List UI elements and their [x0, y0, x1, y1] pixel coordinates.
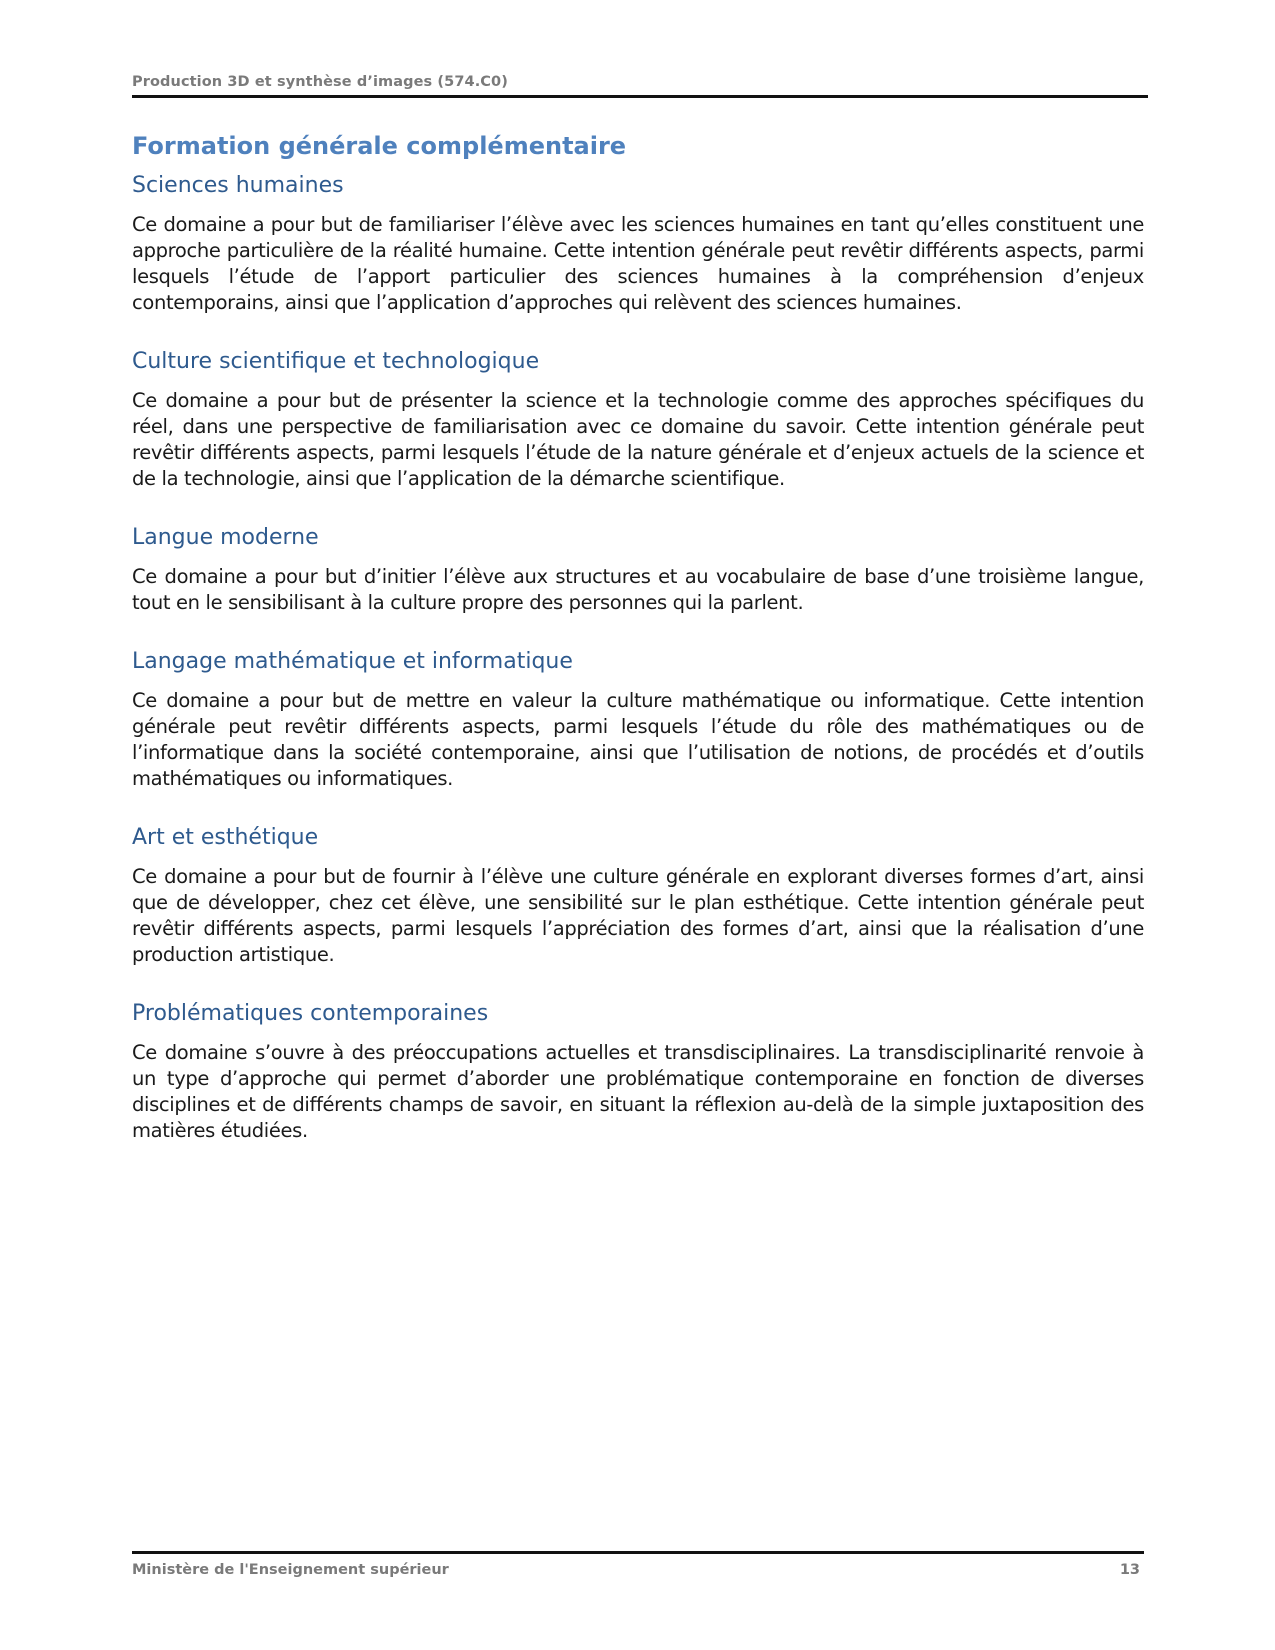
section-paragraph: Ce domaine a pour but de présenter la science et la technologie comme des approches spécifiques du réel, dans une perspective de familiarisation avec ce domaine du savoir. Cette intention générale peut revêtir différents aspects, parmi lesquels l’étude de la nature générale et d’enjeux actuels de la science et de la technologie, ainsi que l’application de la démarche scientifique.: [132, 389, 1144, 490]
page-footer: [132, 1551, 1144, 1580]
section-art-esthetique: [132, 822, 1144, 968]
footer-divider: [132, 1551, 1144, 1554]
page-header: [132, 72, 1148, 98]
section-paragraph: Ce domaine a pour but de mettre en valeur la culture mathématique ou informatique. Cette intention générale peut revêtir différents aspects, parmi lesquels l’étude du rôle des mathématiques ou de l’informatique dans la société contemporaine, ainsi que l’utilisation de notions, de procédés et d’outils mathématiques ou informatiques.: [132, 689, 1144, 790]
section-heading: Sciences humaines: [132, 173, 344, 198]
section-langage-mathematique: [132, 646, 1144, 792]
page-title: Formation générale complémentaire: [132, 132, 627, 160]
section-paragraph: Ce domaine a pour but d’initier l’élève aux structures et au vocabulaire de base d’une troisième langue, tout en le sensibilisant à la culture propre des personnes qui la parlent.: [132, 565, 1144, 614]
section-langue-moderne: [132, 522, 1144, 616]
section-heading: Art et esthétique: [132, 825, 319, 850]
footer-publisher: Ministère de l'Enseignement supérieur: [132, 1562, 449, 1578]
header-divider: [132, 95, 1148, 98]
section-heading: Problématiques contemporaines: [132, 1001, 489, 1026]
section-sciences-humaines: [132, 170, 1144, 316]
section-problematiques: [132, 998, 1144, 1144]
section-paragraph: Ce domaine s’ouvre à des préoccupations actuelles et transdisciplinaires. La transdisciplinarité renvoie à un type d’approche qui permet d’aborder une problématique contemporaine en fonction de diverses disciplines et de différents champs de savoir, en situant la réflexion au-delà de la simple juxtaposition des matières étudiées.: [132, 1041, 1144, 1142]
section-paragraph: Ce domaine a pour but de fournir à l’élève une culture générale en explorant diverses formes d’art, ainsi que de développer, chez cet élève, une sensibilité sur le plan esthétique. Cette intention générale peut revêtir différents aspects, parmi lesquels l’appréciation des formes d’art, ainsi que la réalisation d’une production artistique.: [132, 865, 1144, 966]
section-heading: Langue moderne: [132, 525, 319, 550]
footer-row: [132, 1560, 1144, 1580]
section-heading: Culture scientifique et technologique: [132, 349, 540, 374]
page-number: 13: [1119, 1562, 1140, 1578]
section-heading: Langage mathématique et informatique: [132, 649, 573, 674]
main-content: [132, 128, 1144, 1174]
section-paragraph: Ce domaine a pour but de familiariser l’élève avec les sciences humaines en tant qu’elles constituent une approche particulière de la réalité humaine. Cette intention générale peut revêtir différents aspects, parmi lesquels l’étude de l’apport particulier des sciences humaines à la compréhension d’enjeux contemporains, ainsi que l’application d’approches qui relèvent des sciences humaines.: [132, 213, 1144, 314]
document-title: Production 3D et synthèse d’images (574.C0): [132, 74, 508, 90]
section-culture-scientifique: [132, 346, 1144, 492]
